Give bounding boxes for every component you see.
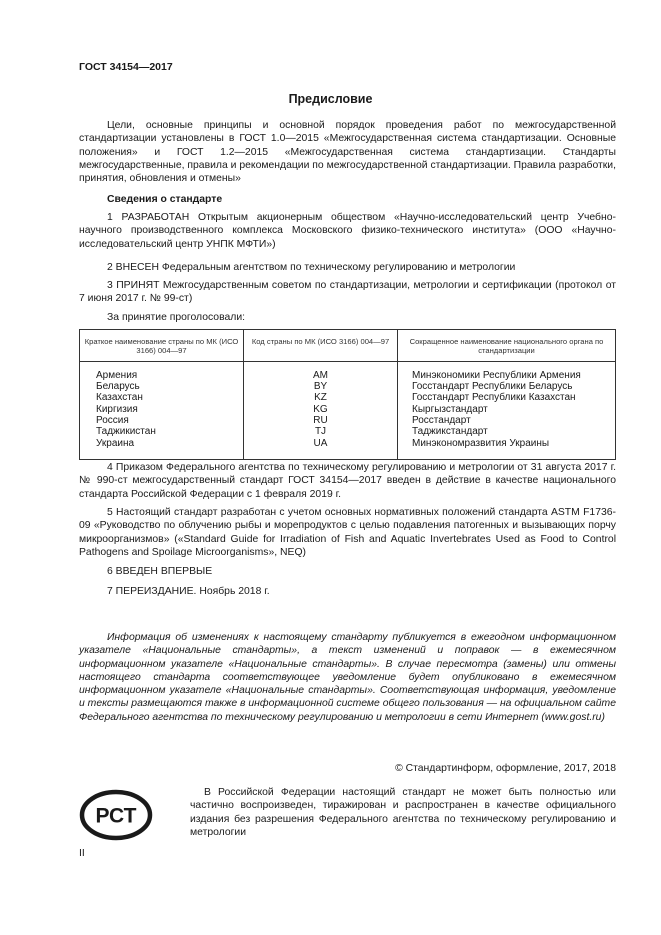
item-5-basis: 5 Настоящий стандарт разработан с учетом основных нормативных положений стандарта ASTM F1736-09 «Руководство по облучению рыбы и морепродуктов с целью подавления патогенных и вызывающих порчу микроорганизмов» («Standard Guide for Irradiation of Fish and Aquatic Invertebrates Used as Food to Control Pathogens and Spoilage Microorganisms», NEQ) xyxy=(79,507,616,558)
body-cell: Таджикстандарт xyxy=(412,426,488,438)
country-cell: Таджикистан xyxy=(96,426,156,438)
body-cell: Росстандарт xyxy=(412,415,471,426)
country-cell: Украина xyxy=(96,437,135,449)
body-cell: Минэкономики Республики Армения xyxy=(412,369,581,381)
item-4-enacted: 4 Приказом Федерального агентства по техническому регулированию и метрологии от 31 августа 2017 г. № 990-ст межгосударственный стандарт ГОСТ 34154—2017 введен в действие в качестве национального стандарта Российской Федерации с 1 февраля 2019 г. xyxy=(79,462,616,500)
code-cell: AM xyxy=(313,369,328,381)
vote-label: За принятие проголосовали: xyxy=(107,312,246,323)
item-3-adopted: 3 ПРИНЯТ Межгосударственным советом по стандартизации, метрологии и сертификации (протокол от 7 июня 2017 г. № 99-ст) xyxy=(79,280,616,305)
copyright-line: © Стандартинформ, оформление, 2017, 2018 xyxy=(395,763,616,774)
country-cell: Армения xyxy=(96,369,138,381)
body-cell: Кыргызстандарт xyxy=(412,403,488,415)
code-cell: KG xyxy=(313,403,328,415)
country-cell: Казахстан xyxy=(96,392,143,404)
page-number: II xyxy=(79,848,85,859)
body-cell: Госстандарт Республики Беларусь xyxy=(412,381,573,393)
item-6-introduced: 6 ВВЕДЕН ВПЕРВЫЕ xyxy=(107,566,213,577)
intro-paragraph: Цели, основные принципы и основной порядок проведения работ по межгосударственной стандартизации установлены в ГОСТ 1.0—2015 «Межгосударственная система стандартизации. Основные положения» и ГОСТ 1.2—2015 «Межгосударственная система стандартизации. Стандарты межгосударственные, правила и рекомендации по межгосударственной стандартизации. Правила разработки, принятия, обновления и отмены» xyxy=(79,120,616,185)
country-column xyxy=(80,361,244,459)
body-cell: Госстандарт Республики Казахстан xyxy=(412,392,576,404)
page-title: Предисловие xyxy=(288,92,373,106)
code-cell: KZ xyxy=(314,392,327,404)
country-cell: Киргизия xyxy=(96,403,138,415)
header-body: Сокращенное наименование национального органа по стандартизации xyxy=(398,330,616,362)
item-7-reissue: 7 ПЕРЕИЗДАНИЕ. Ноябрь 2018 г. xyxy=(107,586,270,597)
item-2-submitted: 2 ВНЕСЕН Федеральным агентством по техническому регулированию и метрологии xyxy=(107,262,516,273)
code-column xyxy=(244,361,398,459)
body-column xyxy=(398,361,616,459)
code-cell: BY xyxy=(313,381,328,393)
country-cell: Беларусь xyxy=(96,381,140,393)
code-cell: UA xyxy=(313,437,328,449)
header-country: Краткое наименование страны по МК (ИСО 3166) 004—97 xyxy=(80,330,244,362)
code-cell: RU xyxy=(313,415,328,426)
body-cell: Минэкономразвития Украины xyxy=(412,437,550,449)
header-code: Код страны по МК (ИСО 3166) 004—97 xyxy=(244,330,398,362)
document-code-header: ГОСТ 34154—2017 xyxy=(79,61,173,73)
info-heading: Сведения о стандарте xyxy=(107,194,223,205)
reproduction-notice: В Российской Федерации настоящий стандарт не может быть полностью или частично воспроизведен, тиражирован и распространен в качестве официального издания без разрешения Федерального агентства по техническому регулированию и метрологии xyxy=(190,787,616,838)
svg-text:РСТ: РСТ xyxy=(95,804,137,828)
code-cell: TJ xyxy=(314,426,327,438)
country-cell: Россия xyxy=(96,415,129,426)
vote-table-body-row xyxy=(80,361,616,459)
item-1-developed: 1 РАЗРАБОТАН Открытым акционерным обществом «Научно-исследовательский центр Учебно-научного производственного комплекса Московского физико-технического института» (ООО «Научно-исследовательский центр УНПК МФТИ») xyxy=(79,212,616,250)
pst-certification-logo-icon xyxy=(79,789,153,841)
vote-table xyxy=(79,329,616,460)
vote-table-header-row xyxy=(80,330,616,362)
changes-info-note: Информация об изменениях к настоящему стандарту публикуется в ежегодном информационном указателе «Национальные стандарты», а текст изменений и поправок — в ежемесячном информационном указателе «Национальные стандарты». В случае пересмотра (замены) или отмены настоящего стандарта соответствующее уведомление будет опубликовано в ежемесячном информационном указателе «Национальные стандарты». Соответствующая информация, уведомление и тексты размещаются также в информационной системе общего пользования — на официальном сайте Федерального агентства по техническому регулированию и метрологии в сети Интернет (www.gost.ru) xyxy=(79,632,616,723)
